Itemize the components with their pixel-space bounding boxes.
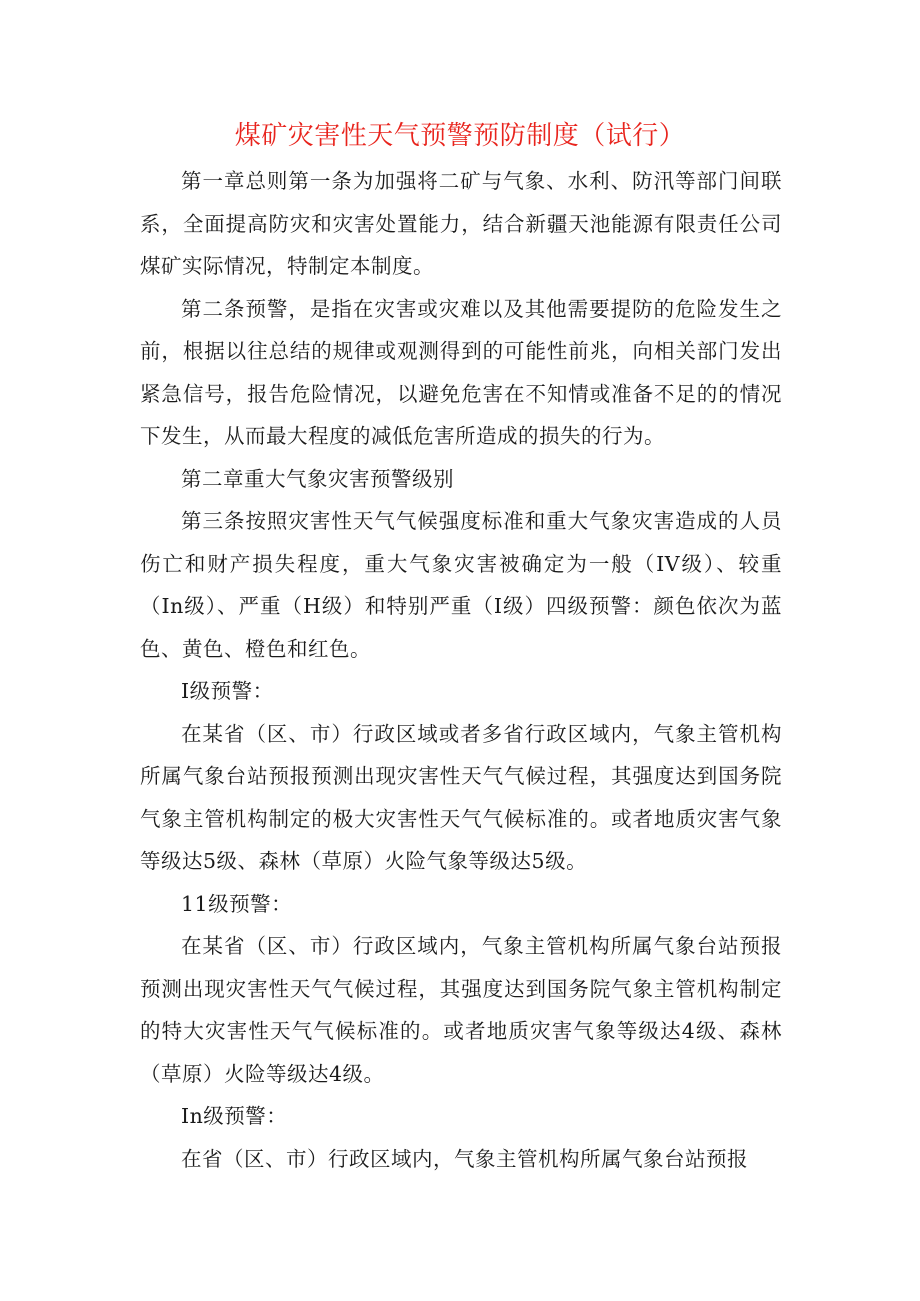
level-2-warning-heading: 11级预警： (181, 891, 293, 916)
level-1-warning-heading: I级预警： (181, 679, 274, 703)
document-body (140, 160, 782, 1180)
level-1-warning-text: 在某省（区、市）行政区域或者多省行政区域内，气象主管机构所属气象台站预报预测出现灾害性天气气候过程，其强度达到国务院气象主管机构制定的极大灾害性天气气候标准的。或者地质灾害气象等级达5级、森林（草原）火险气象等级达5级。 (140, 721, 782, 873)
level-2-warning-text: 在某省（区、市）行政区域内，气象主管机构所属气象台站预报预测出现灾害性天气气候过程，其强度达到国务院气象主管机构制定的特大灾害性天气气候标准的。或者地质灾害气象等级达4级、森林（草原）火险等级达4级。 (140, 934, 782, 1086)
chapter-heading-2: 第二章重大气象灾害预警级别 (181, 466, 454, 491)
document-title: 煤矿灾害性天气预警预防制度（试行） (234, 121, 686, 151)
paragraph-article-2: 第二条预警，是指在灾害或灾难以及其他需要提防的危险发生之前，根据以往总结的规律或观测得到的可能性前兆，向相关部门发出紧急信号，报告危险情况，以避免危害在不知情或准备不足的的情况下发生，从而最大程度的减低危害所造成的损失的行为。 (140, 296, 782, 448)
level-3-warning-heading: In级预警： (181, 1104, 288, 1128)
paragraph-article-3: 第三条按照灾害性天气气候强度标准和重大气象灾害造成的人员伤亡和财产损失程度，重大气象灾害被确定为一般（IV级）、较重（In级）、严重（H级）和特别严重（I级）四级预警：颜色依次为蓝色、黄色、橙色和红色。 (140, 509, 782, 661)
paragraph-article-1: 第一章总则第一条为加强将二矿与气象、水利、防汛等部门间联系，全面提高防灾和灾害处置能力，结合新疆天池能源有限责任公司煤矿实际情况，特制定本制度。 (140, 169, 782, 278)
level-3-warning-text: 在省（区、市）行政区域内，气象主管机构所属气象台站预报 (181, 1146, 748, 1171)
